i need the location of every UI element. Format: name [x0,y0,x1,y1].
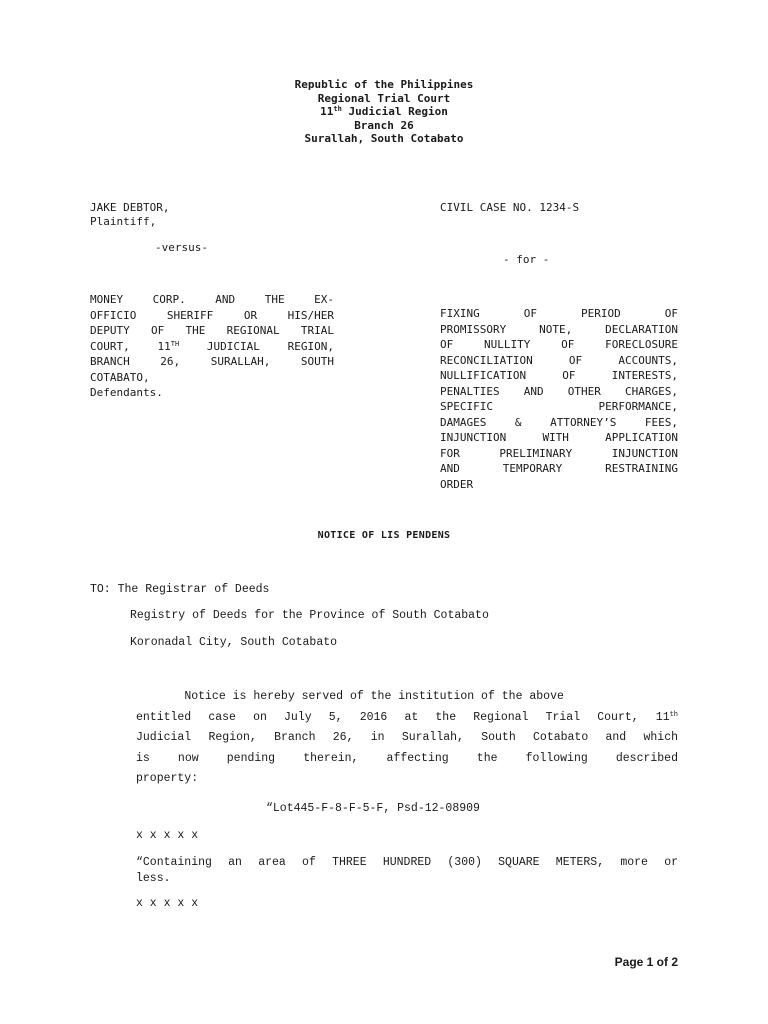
nature-line: SPECIFIC PERFORMANCE, [440,400,678,413]
page-number: Page 1 of 2 [614,955,678,969]
header-region [0,105,768,119]
nature-line: FIXING OF PERIOD OF [440,307,678,320]
defendant-line [90,339,334,355]
nature-line: OF NULLITY OF FORECLOSURE [440,338,678,351]
case-nature-block [440,306,678,492]
ellipsis-marker: x x x x x [136,897,199,910]
area-description [136,855,678,887]
defendant-line: OFFICIO SHERIFF OR HIS/HER [90,308,334,322]
defendants-role: Defendants. [90,386,163,399]
defendant-line: COTABATO, [90,370,150,384]
notice-line-5: property: [136,772,199,785]
defendant-line: MONEY CORP. AND THE EX- [90,293,334,306]
notice-indent [136,690,184,703]
header-location: Surallah, South Cotabato [304,132,464,145]
header-branch: Branch 26 [354,118,414,132]
header-court: Regional Trial Court [317,91,451,105]
address-city: Koronadal City, South Cotabato [130,636,338,649]
nature-line: AND TEMPORARY RESTRAINING [440,462,678,475]
nature-line: DAMAGES & ATTORNEY’S FEES, [440,415,678,429]
def-court-sup: TH [170,339,180,348]
area-line-1: “Containing an area of THREE HUNDRED (300) SQUARE METERS, more or [136,856,678,869]
nature-line: PENALTIES AND OTHER CHARGES, [440,384,678,398]
defendant-line: DEPUTY OF THE REGIONAL TRIAL [90,324,334,337]
header-republic: Republic of the Philippines [294,78,474,91]
notice-line-3: Judicial Region, Branch 26, in Surallah, South Cotabato and which [136,731,678,744]
document-title: NOTICE OF LIS PENDENS [317,530,451,541]
versus-label: -versus- [155,241,208,254]
nature-line: FOR PRELIMINARY INJUNCTION [440,446,678,460]
nature-line: RECONCILIATION OF ACCOUNTS, [440,353,678,367]
ellipsis-marker: x x x x x [136,829,199,842]
header-region-sup: th [333,105,342,113]
def-court-b: JUDICIAL REGION, [179,339,334,353]
notice-text-1: Notice is hereby served of the institution of the above [184,690,564,703]
nature-line: ORDER [440,477,474,491]
lot-description: “Lot445-F-8-F-5-F, Psd-12-08909 [266,802,480,815]
notice-text-2: entitled case on July 5, 2016 at the Regional Trial Court, 11 [136,710,670,724]
nature-line: INJUNCTION WITH APPLICATION [440,431,678,444]
for-label: - for - [503,253,550,266]
address-registry: Registry of Deeds for the Province of South Cotabato [130,609,489,622]
address-to: TO: The Registrar of Deeds [90,583,270,596]
case-number: CIVIL CASE NO. 1234-S [440,201,580,214]
notice-line-2 [136,708,678,729]
plaintiff-role: Plaintiff, [90,215,157,228]
header-region-num: 11 [320,105,334,118]
notice-line-4: is now pending therein, affecting the following described [136,751,678,765]
header-region-rest: Judicial Region [341,105,448,118]
notice-paragraph [136,687,678,790]
def-court-a: COURT, 11 [90,339,171,353]
area-line-2: less. [136,872,171,885]
nature-line: NULLIFICATION OF INTERESTS, [440,369,678,382]
court-header [0,78,768,146]
notice-sup: th [669,710,678,719]
defendants-block [90,292,334,401]
notice-line-1 [136,687,678,708]
defendant-line: BRANCH 26, SURALLAH, SOUTH [90,355,334,368]
nature-line: PROMISSORY NOTE, DECLARATION [440,322,678,336]
plaintiff-name: JAKE DEBTOR, [90,201,170,214]
